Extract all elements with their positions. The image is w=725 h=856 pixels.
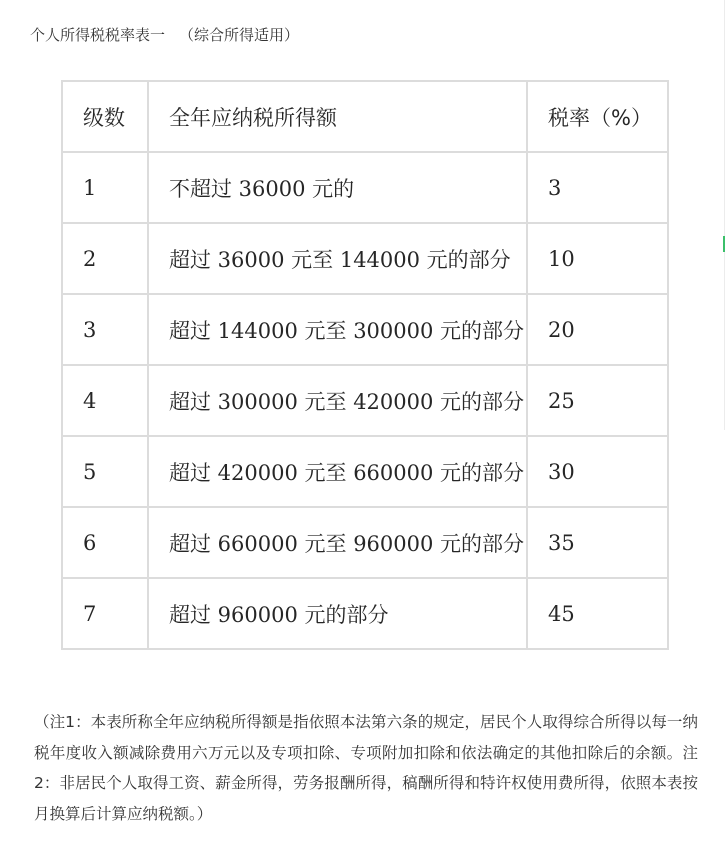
row-rate: 20 bbox=[527, 294, 668, 365]
table-row bbox=[62, 365, 668, 436]
row-rate: 45 bbox=[527, 578, 668, 649]
table-row bbox=[62, 223, 668, 294]
header-taxable-income: 全年应纳税所得额 bbox=[148, 81, 527, 152]
table-title-sub: （综合所得适用） bbox=[179, 26, 300, 44]
footnote: （注1：本表所称全年应纳税所得额是指依照本法第六条的规定，居民个人取得综合所得以每一纳税年度收入额减除费用六万元以及专项扣除、专项附加扣除和依法确定的其他扣除后的余额。注2：非居民个人取得工资、薪金所得，劳务报酬所得，稿酬所得和特许权使用费所得，依照本表按月换算后计算应纳税额。） bbox=[34, 713, 698, 823]
table-header-row bbox=[62, 81, 668, 152]
header-tax-rate: 税率（%） bbox=[527, 81, 668, 152]
row-rate: 10 bbox=[527, 223, 668, 294]
row-level: 1 bbox=[62, 152, 148, 223]
row-income-range: 超过 420000 元至 660000 元的部分 bbox=[148, 436, 527, 507]
row-level: 6 bbox=[62, 507, 148, 578]
header-level: 级数 bbox=[62, 81, 148, 152]
row-income-range: 超过 144000 元至 300000 元的部分 bbox=[148, 294, 527, 365]
table-row bbox=[62, 578, 668, 649]
row-income-range: 超过 300000 元至 420000 元的部分 bbox=[148, 365, 527, 436]
row-level: 3 bbox=[62, 294, 148, 365]
row-income-range: 超过 36000 元至 144000 元的部分 bbox=[148, 223, 527, 294]
row-income-range: 超过 660000 元至 960000 元的部分 bbox=[148, 507, 527, 578]
row-rate: 25 bbox=[527, 365, 668, 436]
row-income-range: 超过 960000 元的部分 bbox=[148, 578, 527, 649]
row-level: 5 bbox=[62, 436, 148, 507]
row-rate: 35 bbox=[527, 507, 668, 578]
table-title bbox=[30, 24, 299, 45]
tax-rate-table bbox=[61, 80, 669, 650]
table-title-main: 个人所得税税率表一 bbox=[30, 26, 166, 44]
table-row bbox=[62, 152, 668, 223]
row-rate: 30 bbox=[527, 436, 668, 507]
row-income-range: 不超过 36000 元的 bbox=[148, 152, 527, 223]
row-level: 2 bbox=[62, 223, 148, 294]
row-rate: 3 bbox=[527, 152, 668, 223]
table-row bbox=[62, 507, 668, 578]
table-row bbox=[62, 436, 668, 507]
row-level: 7 bbox=[62, 578, 148, 649]
row-level: 4 bbox=[62, 365, 148, 436]
table-row bbox=[62, 294, 668, 365]
